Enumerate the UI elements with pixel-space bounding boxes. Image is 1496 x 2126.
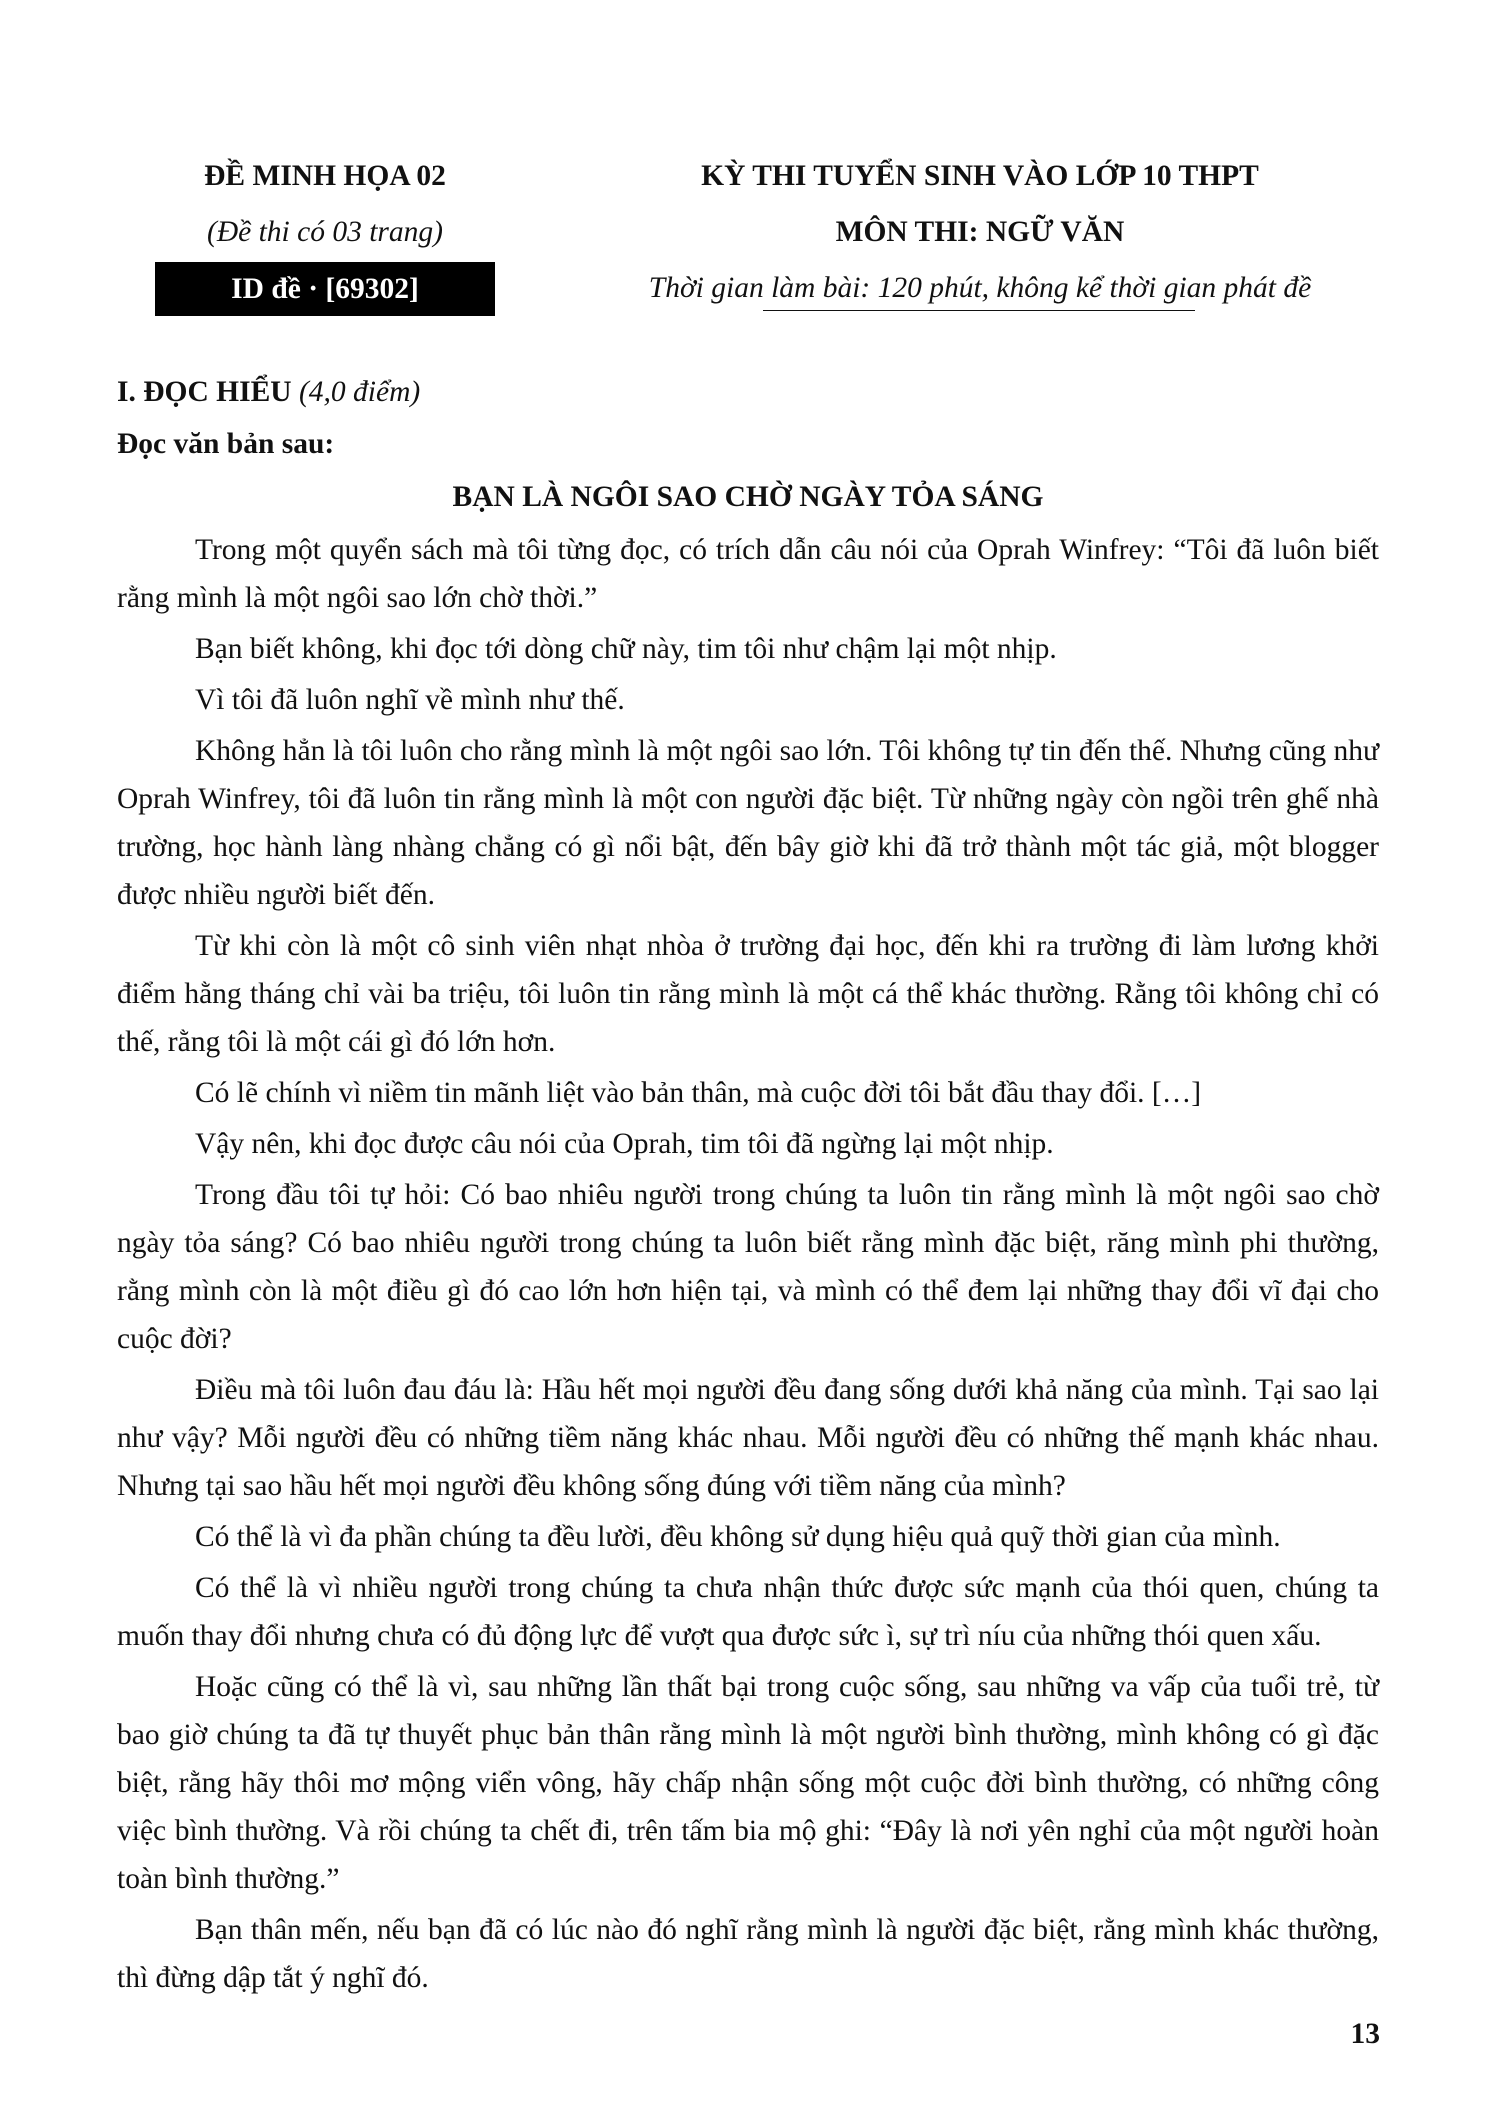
header-underline: [763, 310, 1195, 311]
story-paragraph: Vậy nên, khi đọc được câu nói của Oprah, tim tôi đã ngừng lại một nhịp.: [195, 1128, 1054, 1160]
header-right: [580, 148, 1380, 316]
section-heading: [117, 366, 1379, 418]
story-paragraph: Có thể là vì đa phần chúng ta đều lười, đều không sử dụng hiệu quả quỹ thời gian của mình.: [195, 1521, 1281, 1553]
story-paragraph: Điều mà tôi luôn đau đáu là: Hầu hết mọi người đều đang sống dưới khả năng của mình. Tại sao lại như vậy? Mỗi người đều có những tiềm năng khác nhau. Mỗi người đều có những thế mạnh khác nhau. Nhưng tại sao hầu hết mọi người đều không sống đúng với tiềm năng của mình?: [117, 1374, 1379, 1502]
exam-id-badge: ID đề · [69302]: [155, 262, 495, 316]
section-title: I. ĐỌC HIỂU: [117, 376, 292, 408]
story-paragraph: Bạn thân mến, nếu bạn đã có lúc nào đó nghĩ rằng mình là người đặc biệt, rằng mình khác thường, thì đừng dập tắt ý nghĩ đó.: [117, 1914, 1379, 1994]
subject-title: MÔN THI: NGỮ VĂN: [835, 216, 1125, 248]
pages-note: (Đề thi có 03 trang): [207, 216, 443, 248]
story-paragraph: Có thể là vì nhiều người trong chúng ta chưa nhận thức được sức mạnh của thói quen, chúng ta muốn thay đổi nhưng chưa có đủ động lực để vượt qua được sức ì, sự trì níu của những thói quen xấu.: [117, 1572, 1379, 1652]
story-paragraph: Bạn biết không, khi đọc tới dòng chữ này, tim tôi như chậm lại một nhịp.: [195, 633, 1057, 665]
story-paragraph: Có lẽ chính vì niềm tin mãnh liệt vào bản thân, mà cuộc đời tôi bắt đầu thay đổi. […]: [195, 1077, 1202, 1109]
story-paragraph: Trong đầu tôi tự hỏi: Có bao nhiêu người trong chúng ta luôn tin rằng mình là một ngôi sao chờ ngày tỏa sáng? Có bao nhiêu người trong chúng ta luôn biết rằng mình đặc biệt, răng mình phi thường, rằng mình còn là một điều gì đó cao lớn hơn hiện tại, và mình có thể đem lại những thay đổi vĩ đại cho cuộc đời?: [117, 1179, 1379, 1355]
time-note-line: [580, 260, 1380, 316]
story-paragraph: Từ khi còn là một cô sinh viên nhạt nhòa ở trường đại học, đến khi ra trường đi làm lương khởi điểm hằng tháng chỉ vài ba triệu, tôi luôn tin rằng mình là một cá thể khác thường. Rằng tôi không chỉ có thế, rằng tôi là một cái gì đó lớn hơn.: [117, 930, 1379, 1058]
story-title: BẠN LÀ NGÔI SAO CHỜ NGÀY TỎA SÁNG: [452, 481, 1044, 513]
reading-section: [117, 366, 1379, 2005]
story-paragraph: Hoặc cũng có thể là vì, sau những lần thất bại trong cuộc sống, sau những va vấp của tuổi trẻ, từ bao giờ chúng ta đã tự thuyết phục bản thân rằng mình là một người bình thường, mình không có gì đặc biệt, rằng hãy thôi mơ mộng viển vông, hãy chấp nhận sống một cuộc đời bình thường, có những công việc bình thường. Và rồi chúng ta chết đi, trên tấm bia mộ ghi: “Đây là nơi yên nghỉ của một người hoàn toàn bình thường.”: [117, 1671, 1379, 1895]
page-number: 13: [1350, 2018, 1380, 2050]
time-note: Thời gian làm bài: 120 phút, không kể thời gian phát đề: [648, 272, 1312, 304]
section-points: (4,0 điểm): [298, 376, 421, 408]
exam-title: KỲ THI TUYỂN SINH VÀO LỚP 10 THPT: [701, 160, 1259, 192]
header-left: [150, 148, 500, 316]
reading-instruction: Đọc văn bản sau:: [117, 428, 335, 460]
story-paragraph: Vì tôi đã luôn nghĩ về mình như thế.: [195, 684, 625, 716]
story-paragraph: Trong một quyển sách mà tôi từng đọc, có trích dẫn câu nói của Oprah Winfrey: “Tôi đã luôn biết rằng mình là một ngôi sao lớn chờ thời.”: [117, 534, 1379, 614]
story-paragraph: Không hẳn là tôi luôn cho rằng mình là một ngôi sao lớn. Tôi không tự tin đến thế. Nhưng cũng như Oprah Winfrey, tôi đã luôn tin rằng mình là một con người đặc biệt. Từ những ngày còn ngồi trên ghế nhà trường, học hành làng nhàng chẳng có gì nổi bật, đến bây giờ khi đã trở thành một tác giả, một blogger được nhiều người biết đến.: [117, 735, 1379, 911]
exam-code: ĐỀ MINH HỌA 02: [204, 160, 446, 192]
